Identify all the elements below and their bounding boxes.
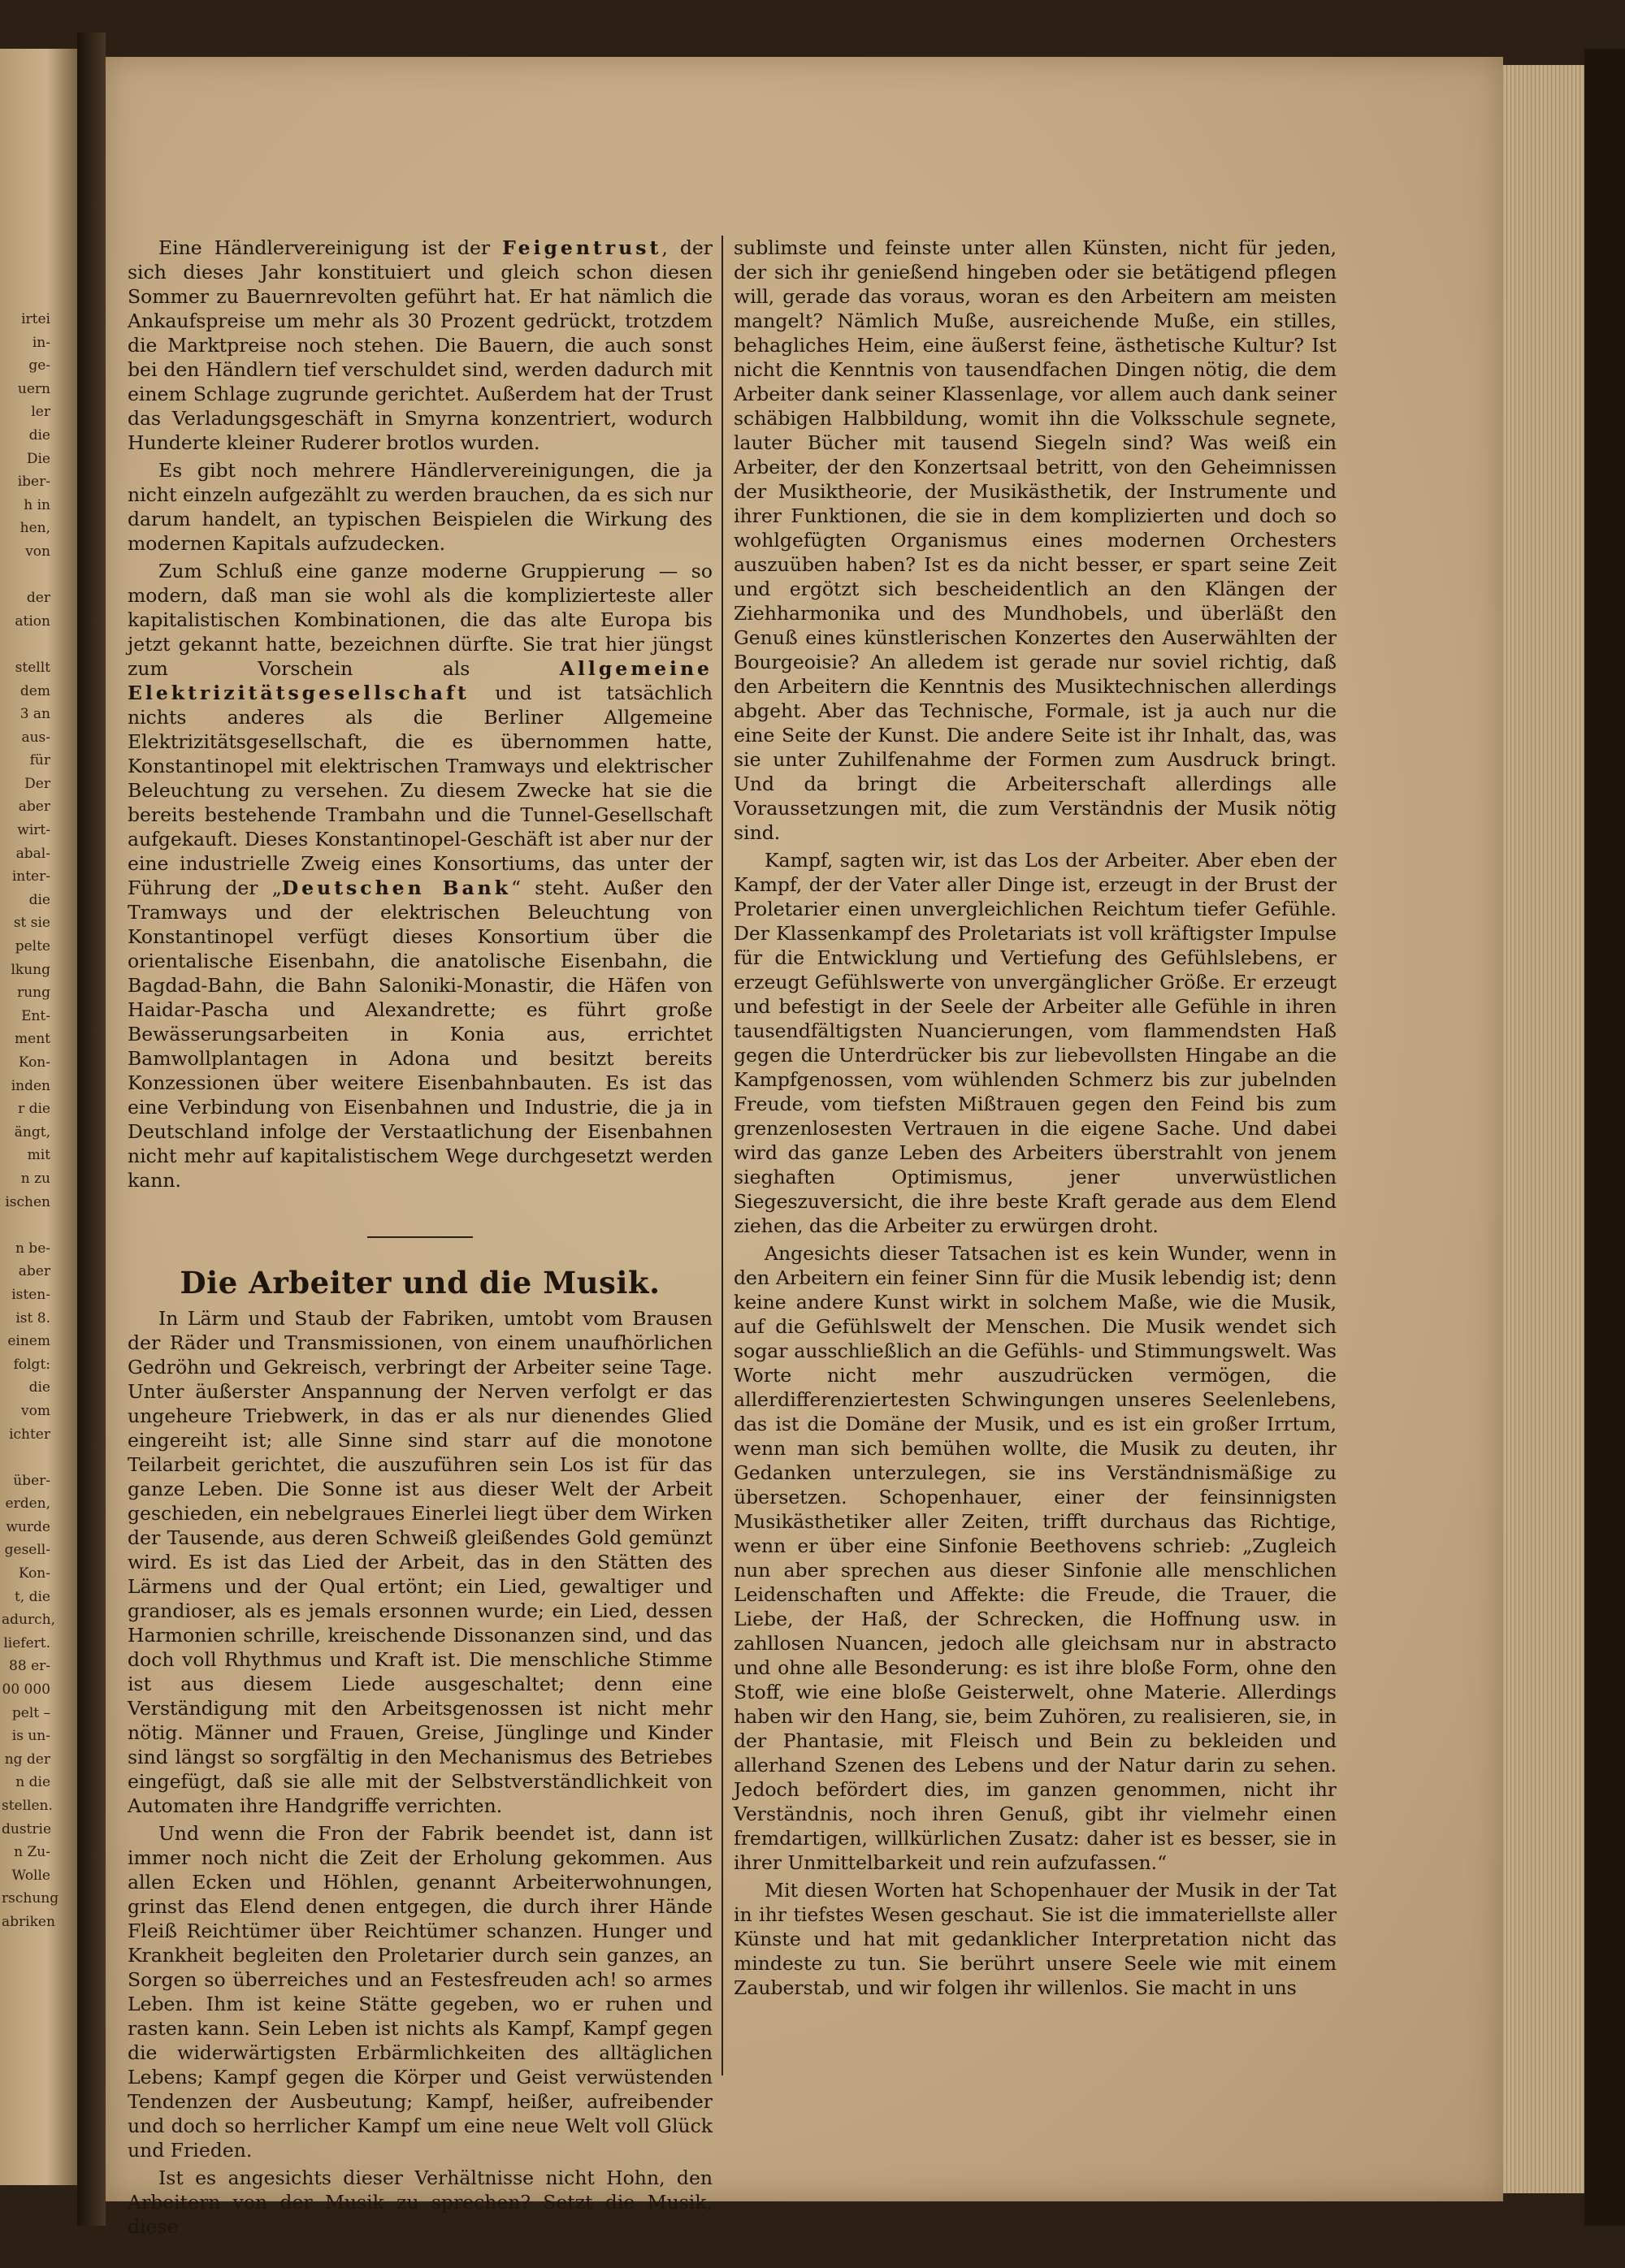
paragraph-haendlervereinigungen: Es gibt noch mehrere Händlervereinigungen, die ja nicht einzeln aufgezählt zu werden brauchen, da es sich nur darum handelt, an typischen Beispielen die Wirkung des modernen Kapitals aufzudecken. — [128, 459, 713, 555]
left-text-column — [128, 236, 713, 2242]
left-margin-fragment: is un- — [11, 1728, 50, 1745]
left-margin-fragment: 88 er- — [9, 1658, 50, 1675]
left-margin-fragment: pelte — [15, 938, 50, 955]
left-margin-fragment: hen, — [20, 520, 50, 537]
left-margin-fragment: abal- — [15, 845, 50, 862]
page-stack-edge — [1503, 65, 1584, 2193]
left-margin-fragment: dustrie — [2, 1820, 52, 1837]
left-margin-fragment: ischen — [5, 1193, 50, 1210]
left-margin-fragment — [2, 565, 50, 588]
column-rule — [722, 236, 723, 2075]
left-margin-fragment: in- — [32, 334, 50, 351]
left-margin-fragment: inden — [11, 1077, 50, 1094]
left-margin-fragment: aus- — [21, 729, 50, 746]
left-margin-fragment: t, die — [14, 1588, 50, 1605]
left-margin-fragment: Ent- — [21, 1007, 50, 1024]
left-margin-fragment: ge- — [28, 357, 50, 374]
left-margin-fragment: die — [28, 891, 50, 908]
right-text-column — [734, 236, 1337, 2003]
paragraph-elektrizitaetsgesellschaft: Zum Schluß eine ganze moderne Gruppierung — so modern, daß man sie wohl als die komplizierteste aller kapitalistischen Kombinationen, die das alte Europa bis jetzt gekannt hatte, bezeichnen dürfte. Sie trat hier jüngst zum Vorschein als Allgemeine Elektrizitätsgesellschaft und ist tatsächlich nichts anderes als die Berliner Allgemeine Elektrizitätsgesellschaft, die es übernommen hatte, Konstantinopel mit elektrischen Tramways und elektrischer Beleuchtung zu versehen. Zu diesem Zwecke hat sie die bereits bestehende Trambahn und die Tunnel-Gesellschaft aufgekauft. Dieses Konstantinopel-Geschäft ist aber nur der eine industrielle Zweig eines Konsortiums, das unter der Führung der „Deutschen Bank“ steht. Außer den Tramways und der elektrischen Beleuchtung von Konstantinopel verfügt dieses Konsortium über die orientalische Eisenbahn, die anatolische Eisenbahn, die Bagdad-Bahn, die Bahn Saloniki-Monastir, die Häfen von Haidar-Pascha und Alexandrette; es führt große Bewässerungsarbeiten in Konia aus, errichtet Bamwollplantagen in Adona und besitzt bereits Konzessionen über weitere Eisenbahnbauten. Es ist das eine Verbindung von Eisenbahnen und Industrie, die ja in Deutschland infolge der Verstaatlichung der Eisenbahnen nicht mehr auf kapitalistischem Wege durchgesetzt werden kann. — [128, 560, 713, 1192]
left-margin-fragment: lkung — [11, 961, 50, 978]
left-margin-fragment: aber — [18, 799, 50, 816]
left-margin-fragment: r die — [18, 1101, 50, 1118]
left-margin-fragment: inter- — [11, 868, 50, 885]
left-margin-fragment: h in — [24, 496, 50, 513]
left-margin-fragment: für — [29, 752, 50, 769]
paragraph-zauberstab: Mit diesen Worten hat Schopenhauer der Musik in der Tat in ihr tiefstes Wesen geschaut. Sie ist die immateriellste aller Künste und hat mit gedanklicher Interpretation nicht das mindeste zu tun. Sie berührt unsere Seele wie mit einem Zauberstab, und wir folgen ihr willenlos. Sie macht in uns — [734, 1879, 1337, 1999]
left-margin-fragment — [2, 634, 50, 657]
paragraph-kampf: Kampf, sagten wir, ist das Los der Arbeiter. Aber eben der Kampf, der der Vater aller Dinge ist, erzeugt in der Brust der Proletarier einen unvergleichlichen Reichtum tiefer Gefühle. Der Klassenkampf des Proletariats ist voll kräftigster Impulse für die Entwicklung und Vertiefung des Gefühlslebens, er erzeugt Gefühlswerte von unvergänglicher Größe. Er erzeugt und befestigt in der Seele der Arbeiter alle Gefühle in ihren tausendfältigsten Nuancierungen, vom flammendsten Haß gegen die Unterdrücker bis zur liebevollsten Hingabe an die Kampfgenossen, vom wühlenden Schmerz bis zur jubelnden Freude, vom tiefsten Mißtrauen gegen den Feind bis zum grenzenlosesten Vertrauen in die eigene Sache. Und dabei wird das ganze Leben des Arbeiters überstrahlt von jenem sieghaften Optimismus, jener unverwüstlichen Siegeszuversicht, die ihre beste Kraft gerade aus dem Elend ziehen, das die Arbeiter zu erwürgen droht. — [734, 849, 1337, 1237]
left-margin-fragment: erden, — [5, 1495, 50, 1513]
left-margin-fragment: rschung — [2, 1890, 59, 1907]
left-margin-fragment: die — [28, 426, 50, 444]
left-margin-fragment: abriken — [2, 1913, 55, 1930]
paragraph-hohn: Ist es angesichts dieser Verhältnisse nicht Hohn, den Arbeitern von der Musik zu sprechen? Setzt die Musik, diese — [128, 2166, 713, 2238]
paragraph-schopenhauer-zitat: Angesichts dieser Tatsachen ist es kein Wunder, wenn in den Arbeitern ein feiner Sinn für die Musik lebendig ist; denn keine andere Kunst wirkt in solchem Maße, wie die Musik, auf die Gefühlswelt der Menschen. Die Musik wendet sich sogar ausschließlich an die Gefühls- und Stimmungswelt. Was Worte nicht mehr auszudrücken vermögen, die allerdifferenziertesten Schwingungen unseres Seelenlebens, das ist die Domäne der Musik, und es ist ein großer Irrtum, wenn man sich bemühen wollte, die Musik zu deuten, ihr Gedanken unterzulegen, sie ins Verständnismäßige zu übersetzen. Schopenhauer, einer der feinsinnigsten Musikästhetiker aller Zeiten, trifft durchaus das Richtige, wenn er über eine Sinfonie Beethovens schrieb: „Zugleich nun aber sprechen aus dieser Sinfonie alle menschlichen Leidenschaften und Affekte: die Freude, die Trauer, die Liebe, der Haß, der Schrecken, die Hoffnung usw. in zahllosen Nuancen, jedoch alle gleichsam nur in abstracto und ohne alle Besonderung: es ist ihre bloße Form, ohne den Stoff, wie eine bloße Geisterwelt, ohne Materie. Allerdings haben wir den Hang, sie, beim Zuhören, zu realisieren, sie, in der Phantasie, mit Fleisch und Bein zu bekleiden und allerhand Szenen des Lebens und der Natur darin zu sehen. Jedoch befördert dies, im ganzen genommen, nicht ihr Verständnis, noch ihren Genuß, gibt ihr vielmehr einen fremdartigen, willkürlichen Zusatz: daher ist es besser, sie in ihrer Unmittelbarkeit und rein aufzufassen.“ — [734, 1242, 1337, 1874]
left-margin-fragment: ler — [31, 404, 50, 421]
article-title: Die Arbeiter und die Musik. — [180, 1265, 661, 1301]
left-margin-fragment: n zu — [20, 1170, 50, 1187]
left-margin-fragment: ation — [15, 612, 50, 630]
left-margin-fragment: gesell- — [4, 1542, 50, 1559]
left-margin-fragment: über- — [13, 1472, 50, 1489]
left-margin-fragment: Kon- — [18, 1565, 50, 1582]
left-margin-fragment: 3 an — [20, 706, 50, 723]
left-margin-fragment: Wolle — [11, 1867, 50, 1884]
left-margin-fragment: n be- — [15, 1240, 50, 1257]
left-margin-fragment: rung — [17, 985, 50, 1002]
left-margin-fragment: dem — [20, 682, 50, 699]
left-margin-fragment: von — [25, 543, 50, 560]
left-margin-fragment: n Zu- — [14, 1844, 50, 1861]
left-margin-fragment: irtei — [21, 311, 50, 327]
paragraph-feigentrust: Eine Händlervereinigung ist der Feigentrust, der sich dieses Jahr konstituiert und gleich schon diesen Sommer zu Bauernrevolten geführt hat. Er hat nämlich die Ankaufspreise um mehr als 30 Prozent gedrückt, trotzdem die Marktpreise noch stehen. Die Bauern, die auch sonst bei den Händlern tief verschuldet sind, werden dadurch mit einem Schlage zugrunde gerichtet. Außerdem hat der Trust das Verladungsgeschäft in Smyrna konzentriert, wodurch Hunderte kleiner Ruderer brotlos wurden. — [128, 236, 713, 454]
left-margin-fragment: ichter — [9, 1426, 50, 1443]
left-margin-fragment: stellt — [15, 659, 50, 676]
paragraph-laerm-und-staub: In Lärm und Staub der Fabriken, umtobt vom Brausen der Räder und Transmissionen, von einem unaufhörlichen Gedröhn und Gekreisch, verbringt der Arbeiter seine Tage. Unter äußerster Anspannung der Nerven verfolgt er das ungeheure Triebwerk, in das er als nur dienendes Glied eingereiht ist; alle Sinne sind starr auf die monotone Teilarbeit gerichtet, die auszuführen sein Los ist für das ganze Leben. Die Sonne ist aus dieser Welt der Arbeit geschieden, ein nebelgraues Einerlei liegt über dem Wirken der Tausende, aus deren Schweiß gleißendes Gold gemünzt wird. Es ist das Lied der Arbeit, das in den Stätten des Lärmens und der Qual ertönt; ein Lied, gewaltiger und grandioser, als es jemals ersonnen wurde; ein Lied, dessen Harmonien schrille, kreischende Dissonanzen sind, und das doch voll Rhythmus und Kraft ist. Die menschliche Stimme ist aus diesem Liede ausgeschaltet; denn eine Verständigung mit den Arbeitsgenossen ist nicht mehr nötig. Männer und Frauen, Greise, Jünglinge und Kinder sind längst so sorgfältig in den Mechanismus des Betriebes eingefügt, daß sie alle mit der Selbstverständlichkeit von Automaten ihre Handgriffe verrichten. — [128, 1307, 713, 1817]
left-margin-fragment: isten- — [11, 1286, 50, 1303]
left-margin-fragment: Die — [26, 450, 50, 467]
left-margin-fragment: ment — [15, 1031, 50, 1048]
left-margin-fragment: mit — [27, 1147, 50, 1164]
left-margin-fragment: wirt- — [17, 822, 50, 839]
left-margin-fragment: wurde — [6, 1518, 50, 1535]
book-gutter — [77, 32, 106, 2226]
left-margin-fragment: uern — [17, 380, 50, 397]
left-margin-fragment: liefert. — [3, 1634, 50, 1651]
left-margin-fragment: Der — [24, 775, 50, 792]
left-margin-fragment: vom — [21, 1402, 50, 1419]
left-margin-fragment: aber — [18, 1263, 50, 1280]
paragraph-fron-der-fabrik: Und wenn die Fron der Fabrik beendet ist, dann ist immer noch nicht die Zeit der Erholung gekommen. Aus allen Ecken und Höhlen, genannt Arbeiterwohnungen, grinst das Elend denen entgegen, die durch ihrer Hände Fleiß Reichtümer über Reichtümer schanzen. Hunger und Krankheit begleiten den Proletarier durch sein ganzes, an Sorgen so überreiches und an Festesfreuden ach! so armes Leben. Ihm ist keine Stätte gegeben, wo er ruhen und rasten kann. Sein Leben ist nichts als Kampf, Kampf gegen die widerwärtigsten Erbärmlichkeiten des alltäglichen Lebens; Kampf gegen die Körper und Geist verwüstenden Tendenzen der Ausbeutung; Kampf, heißer, aufreibender und doch so herrlicher Kampf um eine neue Welt voll Glück und Frieden. — [128, 1822, 713, 2162]
left-margin-fragment: Kon- — [18, 1054, 50, 1071]
left-margin-fragment — [2, 1214, 50, 1238]
left-margin-fragment: iber- — [17, 474, 50, 491]
left-margin-fragment: der — [26, 590, 50, 607]
left-margin-fragment: adurch, — [2, 1612, 55, 1629]
left-margin-fragment: einem — [7, 1333, 50, 1350]
left-margin-fragment: ist 8. — [15, 1309, 50, 1327]
left-margin-fragment: folgt: — [13, 1356, 50, 1373]
left-margin-fragment: 00 000 — [2, 1682, 50, 1699]
left-margin-fragment — [2, 1447, 50, 1470]
section-divider — [367, 1236, 473, 1238]
book-edge-shadow — [1584, 49, 1625, 2226]
paragraph-sublimste-kunst: sublimste und feinste unter allen Künsten, nicht für jeden, der sich ihr genießend hingeben oder sie betätigend pflegen will, gerade das voraus, woran es den Arbeitern am meisten mangelt? Nämlich Muße, ausreichende Muße, ein stilles, behagliches Heim, eine äußerst feine, ästhetische Kultur? Ist nicht die Kenntnis von tausendfachen Dingen nötig, die dem Arbeiter dank seiner Klassenlage, vor allem auch dank seiner schäbigen Halbbildung, womit ihn die Volksschule segnete, lauter Bücher mit tausend Siegeln sind? Was weiß ein Arbeiter, der den Konzertsaal betritt, von den Geheimnissen der Musiktheorie, der Musikästhetik, der Instrumente und ihrer Funktionen, die sie in dem komplizierten und doch so wohlgefügten Organismus eines modernen Orchesters auszuüben haben? Ist es da nicht besser, er spart seine Zeit und ergötzt sich bescheidentlich an den Klängen der Ziehharmonika und des Mundhobels, und überläßt den Genuß eines künstlerischen Konzertes den Auserwählten der Bourgeoisie? An alledem ist gerade nur soviel richtig, daß den Arbeitern die Kenntnis des Musiktechnischen allerdings abgeht. Aber das Technische, Formale, ist ja auch nur die eine Seite der Kunst. Die andere Seite ist ihr Inhalt, das, was sie unter Zuhilfenahme der Formen zum Ausdruck bringt. Und da bringt die Arbeiterschaft allerdings alle Voraussetzungen mit, die zum Verständnis der Musik nötig sind. — [734, 236, 1337, 844]
left-margin-fragment: ng der — [4, 1751, 50, 1768]
left-margin-fragment: pelt – — [11, 1704, 50, 1721]
left-margin-fragment: st sie — [13, 915, 50, 932]
left-page-text-fragments — [2, 309, 59, 2015]
left-margin-fragment: ängt, — [14, 1123, 50, 1140]
left-margin-fragment: n die — [15, 1774, 50, 1791]
left-margin-fragment: stellen. — [2, 1798, 53, 1814]
left-margin-fragment: die — [28, 1379, 50, 1396]
